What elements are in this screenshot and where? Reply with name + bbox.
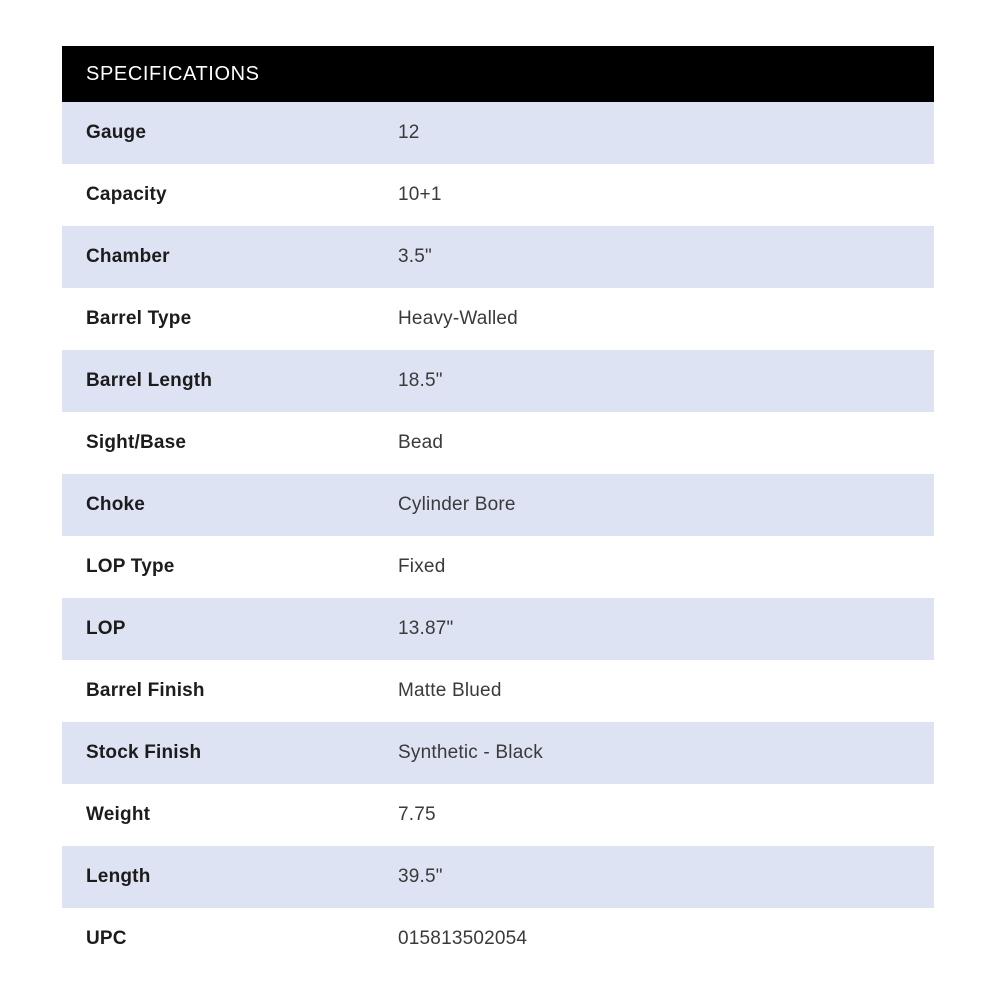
spec-label: Choke — [86, 494, 146, 515]
table-row — [62, 598, 934, 660]
table-row — [62, 722, 934, 784]
spec-label: Sight/Base — [86, 432, 187, 453]
spec-label: LOP — [86, 618, 126, 639]
table-row — [62, 164, 934, 226]
spec-label: LOP Type — [86, 556, 175, 577]
table-row — [62, 846, 934, 908]
spec-label: Weight — [86, 804, 151, 825]
spec-value: 10+1 — [398, 184, 442, 205]
table-row — [62, 784, 934, 846]
table-row — [62, 412, 934, 474]
spec-value: 3.5" — [398, 246, 432, 267]
table-row — [62, 536, 934, 598]
spec-label: UPC — [86, 928, 127, 949]
table-row — [62, 660, 934, 722]
table-header — [62, 46, 934, 102]
spec-label: Chamber — [86, 246, 170, 267]
spec-label: Length — [86, 866, 151, 887]
table-row — [62, 350, 934, 412]
spec-value: Cylinder Bore — [398, 494, 516, 515]
spec-value: Matte Blued — [398, 680, 502, 701]
table-row — [62, 474, 934, 536]
spec-label: Stock Finish — [86, 742, 202, 763]
spec-value: 18.5" — [398, 370, 443, 391]
table-header-title: SPECIFICATIONS — [86, 62, 260, 85]
table-body — [62, 102, 934, 970]
spec-value: 12 — [398, 122, 420, 143]
spec-label: Barrel Finish — [86, 680, 205, 701]
spec-value: 015813502054 — [398, 928, 528, 949]
spec-value: Synthetic - Black — [398, 742, 543, 763]
spec-value: Bead — [398, 432, 444, 453]
table-row — [62, 102, 934, 164]
spec-value: 39.5" — [398, 866, 443, 887]
spec-label: Barrel Length — [86, 370, 213, 391]
spec-label: Capacity — [86, 184, 167, 205]
specifications-table — [62, 46, 934, 970]
spec-value: Fixed — [398, 556, 446, 577]
spec-value: Heavy-Walled — [398, 308, 518, 329]
table-row — [62, 288, 934, 350]
spec-label: Barrel Type — [86, 308, 192, 329]
spec-value: 7.75 — [398, 804, 436, 825]
table-row — [62, 226, 934, 288]
spec-label: Gauge — [86, 122, 147, 143]
spec-value: 13.87" — [398, 618, 454, 639]
table-row — [62, 908, 934, 970]
